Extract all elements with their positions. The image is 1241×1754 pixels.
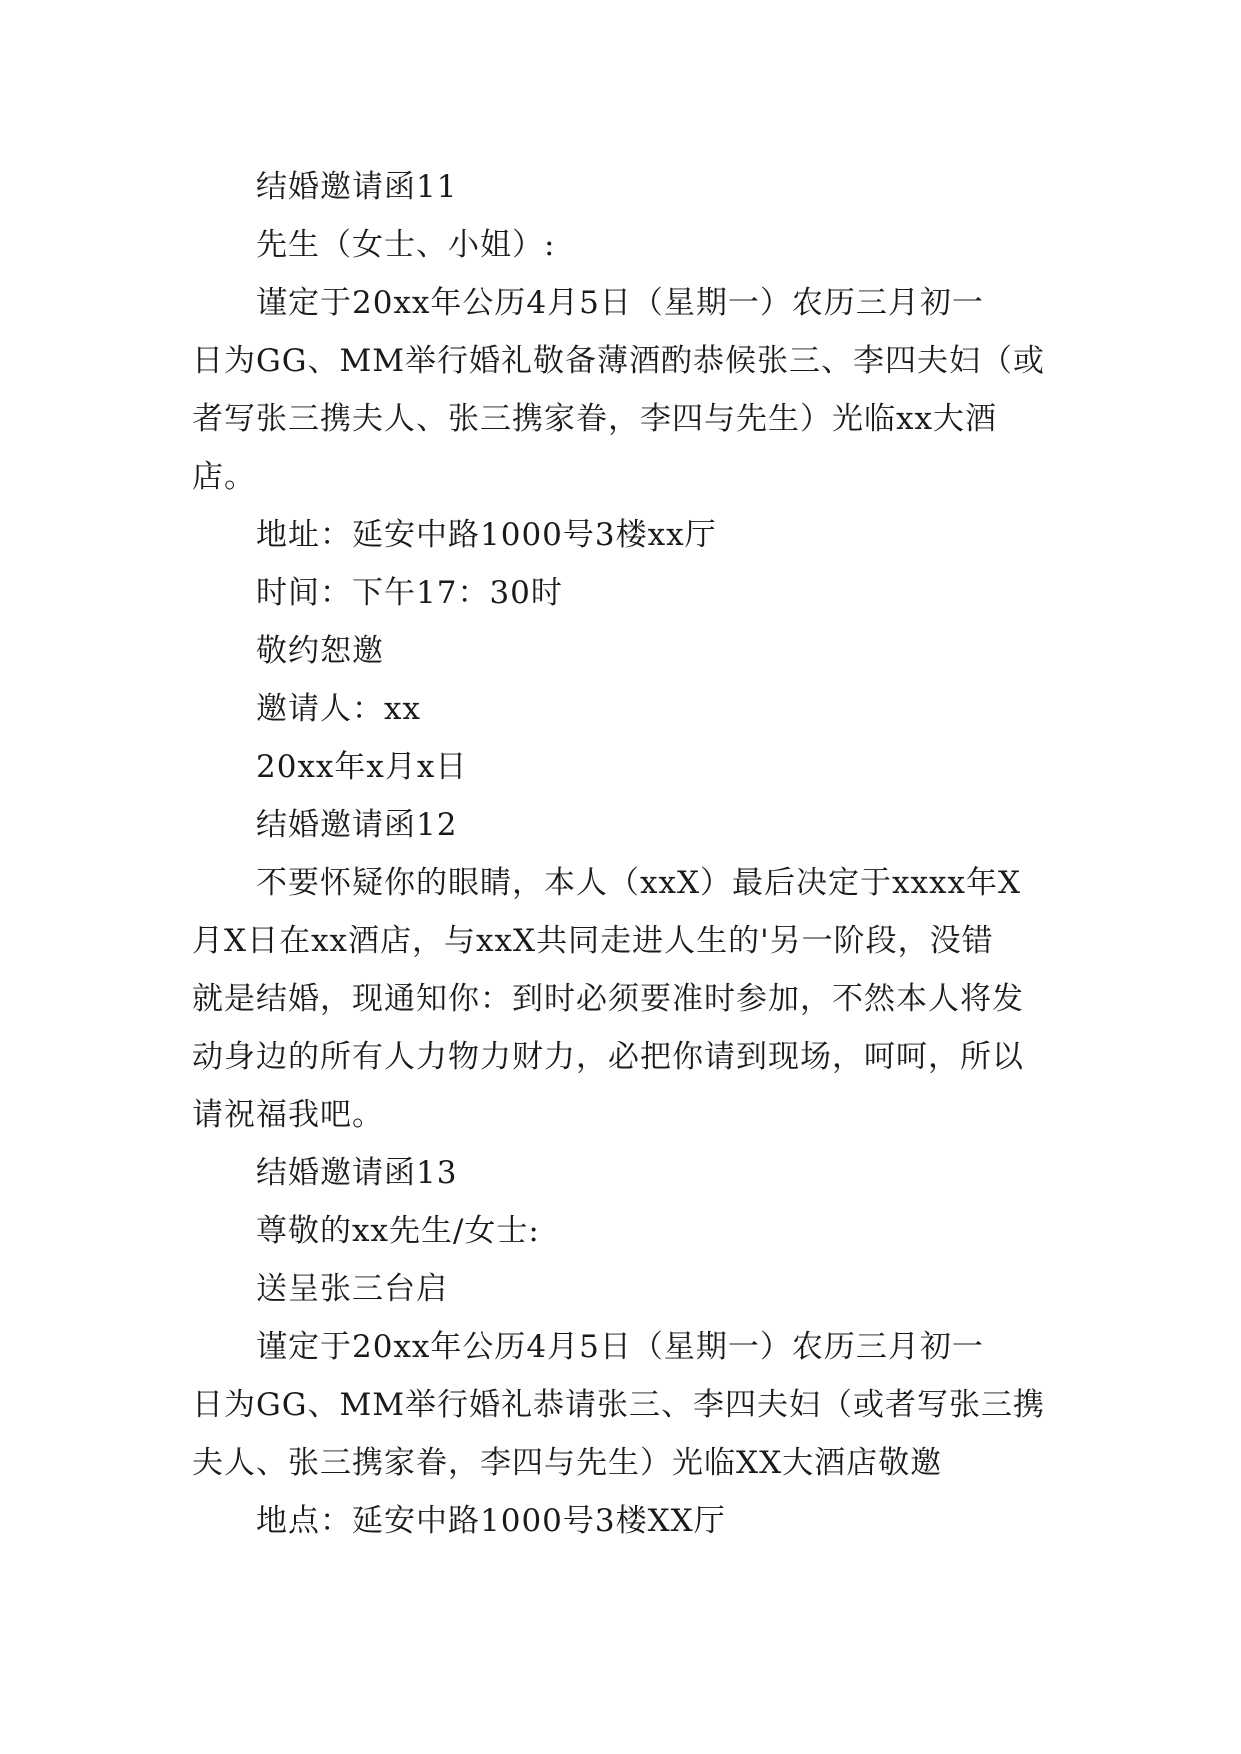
letter11-body-line: 店。 — [192, 459, 256, 495]
letter13-recipient: 送呈张三台启 — [256, 1271, 448, 1307]
letter11-title: 结婚邀请函11 — [256, 169, 458, 205]
letter11-body-line: 日为GG、MM举行婚礼敬备薄酒酌恭候张三、李四夫妇（或 — [192, 343, 1046, 379]
letter11-salutation: 先生（女士、小姐）: — [256, 227, 556, 263]
letter13-body-line: 谨定于20xx年公历4月5日（星期一）农历三月初一 — [256, 1329, 984, 1365]
letter11-address: 地址：延安中路1000号3楼xx厅 — [256, 517, 717, 553]
letter11-date: 20xx年x月x日 — [256, 749, 468, 785]
letter12-body-line: 就是结婚，现通知你：到时必须要准时参加，不然本人将发 — [192, 981, 1024, 1017]
letter11-inviter: 邀请人：xx — [256, 691, 421, 727]
letter13-body — [192, 1318, 1052, 1492]
letter13-body-line: 夫人、张三携家眷，李四与先生）光临XX大酒店敬邀 — [192, 1445, 943, 1481]
letter12-body-line: 不要怀疑你的眼睛，本人（xxX）最后决定于xxxx年X — [256, 865, 1022, 901]
letter11-closing: 敬约恕邀 — [256, 633, 384, 669]
letter12-title: 结婚邀请函12 — [256, 807, 458, 843]
letter11-time: 时间：下午17：30时 — [256, 575, 563, 611]
letter13-body-line: 日为GG、MM举行婚礼恭请张三、李四夫妇（或者写张三携 — [192, 1387, 1046, 1423]
letter13-location: 地点：延安中路1000号3楼XX厅 — [256, 1503, 726, 1539]
letter13-title: 结婚邀请函13 — [256, 1155, 458, 1191]
letter13-salutation: 尊敬的xx先生/女士: — [256, 1213, 540, 1249]
letter12-body-line: 动身边的所有人力物力财力，必把你请到现场，呵呵，所以 — [192, 1039, 1024, 1075]
letter12-body-line: 请祝福我吧。 — [192, 1097, 384, 1133]
letter11-body — [192, 274, 1052, 506]
document-content — [192, 158, 1052, 1550]
letter11-body-line: 者写张三携夫人、张三携家眷，李四与先生）光临xx大酒 — [192, 401, 997, 437]
letter11-body-line: 谨定于20xx年公历4月5日（星期一）农历三月初一 — [256, 285, 984, 321]
letter12-body-line: 月X日在xx酒店，与xxX共同走进人生的'另一阶段，没错 — [192, 923, 994, 959]
letter12-body — [192, 854, 1052, 1144]
